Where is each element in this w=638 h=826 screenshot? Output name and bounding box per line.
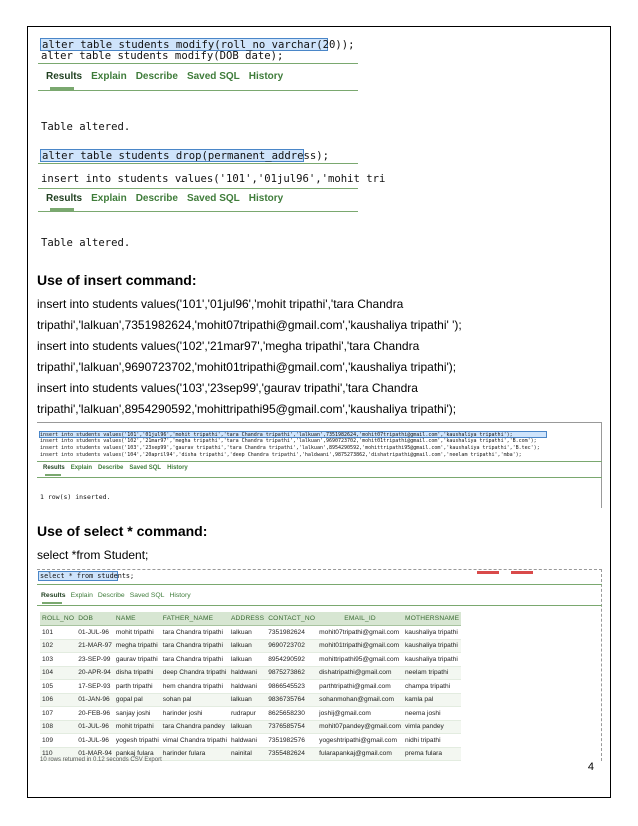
table-cell: 101 xyxy=(40,626,76,640)
sql-screenshot-insert xyxy=(37,422,602,508)
tab-saved-sql[interactable]: Saved SQL xyxy=(186,193,240,204)
code-line-4: insert into students values('104','20april94','disha tripathi','deep Chandra tripathi','haldwani',9875273862,'dishatripathi@gmail.com','neelam tripathi','mba'); xyxy=(40,452,522,458)
table-cell: parthtripathi@gmail.com xyxy=(317,680,403,694)
table-cell: tara Chandra tripathi xyxy=(161,639,229,653)
table-cell: lalkuan xyxy=(229,639,266,653)
column-header[interactable]: MOTHERSNAME xyxy=(403,612,461,626)
output-message: Table altered. xyxy=(41,237,131,249)
table-cell: 107 xyxy=(40,707,76,721)
table-cell: 9866545523 xyxy=(266,680,317,694)
table-cell: 7351982576 xyxy=(266,734,317,748)
table-cell: tara Chandra tripathi xyxy=(161,653,229,667)
table-cell: vimal Chandra tripathi xyxy=(161,734,229,748)
table-cell: mohittripathi95@gmail.com xyxy=(317,653,403,667)
tab-explain[interactable]: Explain xyxy=(70,592,93,599)
table-cell: 102 xyxy=(40,639,76,653)
select-stmt: select *from Student; xyxy=(37,548,149,562)
table-row xyxy=(40,734,461,748)
code-line-1: alter table students modify(roll_no varchar(20)); xyxy=(42,39,355,51)
result-tabs xyxy=(46,193,283,204)
table-cell: vimla pandey xyxy=(403,720,461,734)
table-cell: 8625658230 xyxy=(266,707,317,721)
table-cell: sohanmohan@gmail.com xyxy=(317,693,403,707)
table-row xyxy=(40,720,461,734)
red-marker xyxy=(477,571,499,574)
column-header[interactable]: NAME xyxy=(114,612,161,626)
tab-results[interactable]: Results xyxy=(43,465,65,471)
table-cell: yogeshtripathi@gmail.com xyxy=(317,734,403,748)
code-line-3: insert into students values('103','23sep99','gaurav tripathi','tara Chandra tripathi','lalkuan',8954290592,'mohittripathi95@gmail.com','kaushaliya tripathi','B.tec'); xyxy=(40,445,540,451)
tab-history[interactable]: History xyxy=(169,592,191,599)
table-cell: neelam tripathi xyxy=(403,666,461,680)
code-line-1: alter table students drop(permanent_address); xyxy=(42,150,330,162)
tab-saved-sql[interactable]: Saved SQL xyxy=(129,592,165,599)
table-cell: 7376585754 xyxy=(266,720,317,734)
red-marker xyxy=(511,571,533,574)
table-cell: 9690723702 xyxy=(266,639,317,653)
tab-explain[interactable]: Explain xyxy=(91,71,127,82)
table-cell: gaurav tripathi xyxy=(114,653,161,667)
output-message: Table altered. xyxy=(41,121,131,133)
insert-stmt-3-line-1: insert into students values('103','23sep99','gaurav tripathi','tara Chandra xyxy=(37,381,418,395)
column-header[interactable]: FATHER_NAME xyxy=(161,612,229,626)
table-cell: parth tripathi xyxy=(114,680,161,694)
table-row xyxy=(40,626,461,640)
table-row xyxy=(40,653,461,667)
table-cell: prema fulara xyxy=(403,747,461,761)
insert-stmt-2-line-1: insert into students values('102','21mar97','megha tripathi','tara Chandra xyxy=(37,339,420,353)
table-cell: 108 xyxy=(40,720,76,734)
sql-screenshot-alter-drop xyxy=(38,148,386,253)
column-header[interactable]: ADDRESS xyxy=(229,612,266,626)
table-cell: 110 xyxy=(40,747,76,761)
table-cell: kamla pal xyxy=(403,693,461,707)
table-cell: disha tripathi xyxy=(114,666,161,680)
result-tabs xyxy=(43,465,188,471)
result-tabs xyxy=(41,592,191,599)
tab-describe[interactable]: Describe xyxy=(135,71,178,82)
column-header[interactable]: DOB xyxy=(76,612,114,626)
tab-results[interactable]: Results xyxy=(46,71,83,82)
tab-saved-sql[interactable]: Saved SQL xyxy=(186,71,240,82)
table-cell: 01-JUL-96 xyxy=(76,720,114,734)
tab-history[interactable]: History xyxy=(248,193,284,204)
table-cell: 01-JUL-96 xyxy=(76,626,114,640)
tab-saved-sql[interactable]: Saved SQL xyxy=(129,465,162,471)
table-cell: lalkuan xyxy=(229,720,266,734)
table-cell: megha tripathi xyxy=(114,639,161,653)
table-cell: mohit07tripathi@gmail.com xyxy=(317,626,403,640)
table-cell: sohan pal xyxy=(161,693,229,707)
table-cell: 17-SEP-93 xyxy=(76,680,114,694)
tab-results[interactable]: Results xyxy=(41,592,66,599)
table-cell: yogesh tripathi xyxy=(114,734,161,748)
sql-screenshot-alter-modify xyxy=(38,37,358,140)
table-cell: 109 xyxy=(40,734,76,748)
table-cell: 20-FEB-96 xyxy=(76,707,114,721)
table-cell: kaushaliya tripathi xyxy=(403,626,461,640)
table-cell: 7351982624 xyxy=(266,626,317,640)
table-cell: 9836735764 xyxy=(266,693,317,707)
tab-describe[interactable]: Describe xyxy=(98,465,124,471)
table-cell: 21-MAR-97 xyxy=(76,639,114,653)
code-line-2: insert into students values('102','21mar97','megha tripathi','tara Chandra tripathi','lalkuan',9690723702,'mohit01tripathi@gmail.com','kaushaliya tripathi','B.com'); xyxy=(40,438,537,444)
table-cell: 23-SEP-99 xyxy=(76,653,114,667)
insert-stmt-3-line-2: tripathi','lalkuan',8954290592,'mohittripathi95@gmail.com','kaushaliya tripathi'); xyxy=(37,402,457,416)
table-cell: mohit tripathi xyxy=(114,626,161,640)
tab-history[interactable]: History xyxy=(167,465,188,471)
table-cell: lalkuan xyxy=(229,626,266,640)
table-cell: haldwani xyxy=(229,666,266,680)
table-cell: 106 xyxy=(40,693,76,707)
table-cell: 103 xyxy=(40,653,76,667)
column-header[interactable]: CONTACT_NO xyxy=(266,612,317,626)
table-cell: mohit01tripathi@gmail.com xyxy=(317,639,403,653)
table-cell: 8954290592 xyxy=(266,653,317,667)
code-line-2: insert into students values('101','01jul96','mohit tri xyxy=(41,173,386,185)
insert-stmt-2-line-2: tripathi','lalkuan',9690723702,'mohit01tripathi@gmail.com','kaushaliya tripathi'); xyxy=(37,360,457,374)
table-cell: 20-APR-94 xyxy=(76,666,114,680)
table-cell: joshij@gmail.com xyxy=(317,707,403,721)
result-tabs xyxy=(46,71,283,82)
column-header[interactable]: ROLL_NO xyxy=(40,612,76,626)
table-cell: harinder fulara xyxy=(161,747,229,761)
table-cell: pankaj fulara xyxy=(114,747,161,761)
table-cell: champa tripathi xyxy=(403,680,461,694)
table-cell: haldwani xyxy=(229,680,266,694)
sql-screenshot-select xyxy=(37,569,602,761)
table-cell: nidhi tripathi xyxy=(403,734,461,748)
table-cell: kaushaliya tripathi xyxy=(403,639,461,653)
table-cell: 7355482624 xyxy=(266,747,317,761)
tab-explain[interactable]: Explain xyxy=(91,193,127,204)
results-table xyxy=(40,612,461,761)
table-cell: 01-JUL-96 xyxy=(76,734,114,748)
code-line-1: insert into students values('101','01jul96','mohit tripathi','tara Chandra tripathi','lalkuan',7351982624,'mohit07tripathi@gmail.com','kaushaliya tripathi'); xyxy=(39,431,547,438)
table-row xyxy=(40,680,461,694)
table-cell: sanjay joshi xyxy=(114,707,161,721)
tab-history[interactable]: History xyxy=(248,71,284,82)
table-cell: harinder joshi xyxy=(161,707,229,721)
tab-describe[interactable]: Describe xyxy=(135,193,178,204)
tab-results[interactable]: Results xyxy=(46,193,83,204)
tab-describe[interactable]: Describe xyxy=(97,592,125,599)
table-cell: nainital xyxy=(229,747,266,761)
table-cell: lalkuan xyxy=(229,693,266,707)
code-line-2: alter table students modify(DOB date); xyxy=(41,50,284,62)
table-row xyxy=(40,666,461,680)
table-cell: hem chandra tripathi xyxy=(161,680,229,694)
table-cell: kaushaliya tripathi xyxy=(403,653,461,667)
table-cell: neema joshi xyxy=(403,707,461,721)
table-cell: 105 xyxy=(40,680,76,694)
insert-stmt-1-line-2: tripathi','lalkuan',7351982624,'mohit07tripathi@gmail.com','kaushaliya tripathi' '); xyxy=(37,318,462,332)
query-line: select * from students; xyxy=(40,572,135,580)
table-cell: mohit tripathi xyxy=(114,720,161,734)
output-message: 1 row(s) inserted. xyxy=(40,493,111,501)
table-cell: 01-MAR-94 xyxy=(76,747,114,761)
table-cell: 104 xyxy=(40,666,76,680)
insert-heading: Use of insert command: xyxy=(37,272,197,288)
table-cell: deep Chandra tripathi xyxy=(161,666,229,680)
results-footer: 10 rows returned in 0.12 seconds CSV Export xyxy=(40,757,162,763)
table-cell: tara Chandra tripathi xyxy=(161,626,229,640)
table-cell: fularapankaj@gmail.com xyxy=(317,747,403,761)
table-cell: haldwani xyxy=(229,734,266,748)
table-row xyxy=(40,639,461,653)
column-header[interactable]: EMAIL_ID xyxy=(317,612,403,626)
table-cell: dishatripathi@gmail.com xyxy=(317,666,403,680)
table-row xyxy=(40,693,461,707)
table-cell: tara Chandra pandey xyxy=(161,720,229,734)
table-cell: lalkuan xyxy=(229,653,266,667)
table-cell: 01-JAN-96 xyxy=(76,693,114,707)
select-heading: Use of select * command: xyxy=(37,523,208,539)
table-cell: mohit07pandey@gmail.com xyxy=(317,720,403,734)
table-row xyxy=(40,707,461,721)
table-cell: rudrapur xyxy=(229,707,266,721)
insert-stmt-1-line-1: insert into students values('101','01jul96','mohit tripathi','tara Chandra xyxy=(37,297,404,311)
table-header-row xyxy=(40,612,461,626)
tab-explain[interactable]: Explain xyxy=(70,465,93,471)
table-cell: gopal pal xyxy=(114,693,161,707)
table-cell: 9875273862 xyxy=(266,666,317,680)
page-number: 4 xyxy=(587,761,594,773)
